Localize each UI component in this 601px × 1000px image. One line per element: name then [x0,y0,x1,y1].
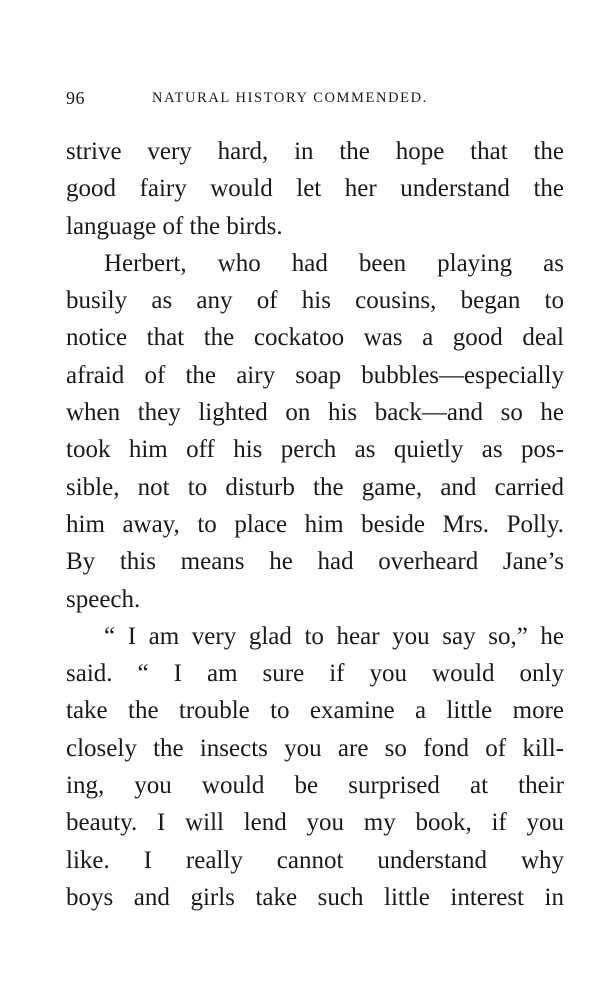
text-line: when they lighted on his back—and so he [66,399,564,427]
text-line: took him off his perch as quietly as pos- [66,436,564,464]
text-line: like. I really cannot understand why [66,846,564,874]
text-line: beauty. I will lend you my book, if you [66,809,564,837]
text-line: him away, to place him beside Mrs. Polly. [66,510,564,538]
page-number: 96 [66,88,85,108]
text-line: busily as any of his cousins, began to [66,287,564,315]
text-line: afraid of the airy soap bubbles—especially [66,361,564,389]
text-line: speech. [66,585,141,613]
text-line: sible, not to disturb the game, and carried [66,473,564,501]
text-line: strive very hard, in the hope that the [66,138,564,165]
text-line: closely the insects you are so fond of kill- [66,734,564,762]
text-line: language of the birds. [66,212,283,240]
body-text [66,133,564,916]
text-line: Herbert, who had been playing as [104,249,564,277]
running-head [66,88,566,112]
text-line: ing, you would be surprised at their [66,772,564,800]
text-line: boys and girls take such little interest in [66,883,564,911]
text-line: notice that the cockatoo was a good deal [66,324,564,352]
text-line: By this means he had overheard Jane’s [66,548,564,576]
text-line: said. “ I am sure if you would only [66,660,564,688]
text-line: “ I am very glad to hear you say so,” he [104,622,564,650]
running-title: NATURAL HISTORY COMMENDED. [152,90,428,106]
text-line: take the trouble to examine a little more [66,697,564,725]
text-line: good fairy would let her understand the [66,175,564,203]
